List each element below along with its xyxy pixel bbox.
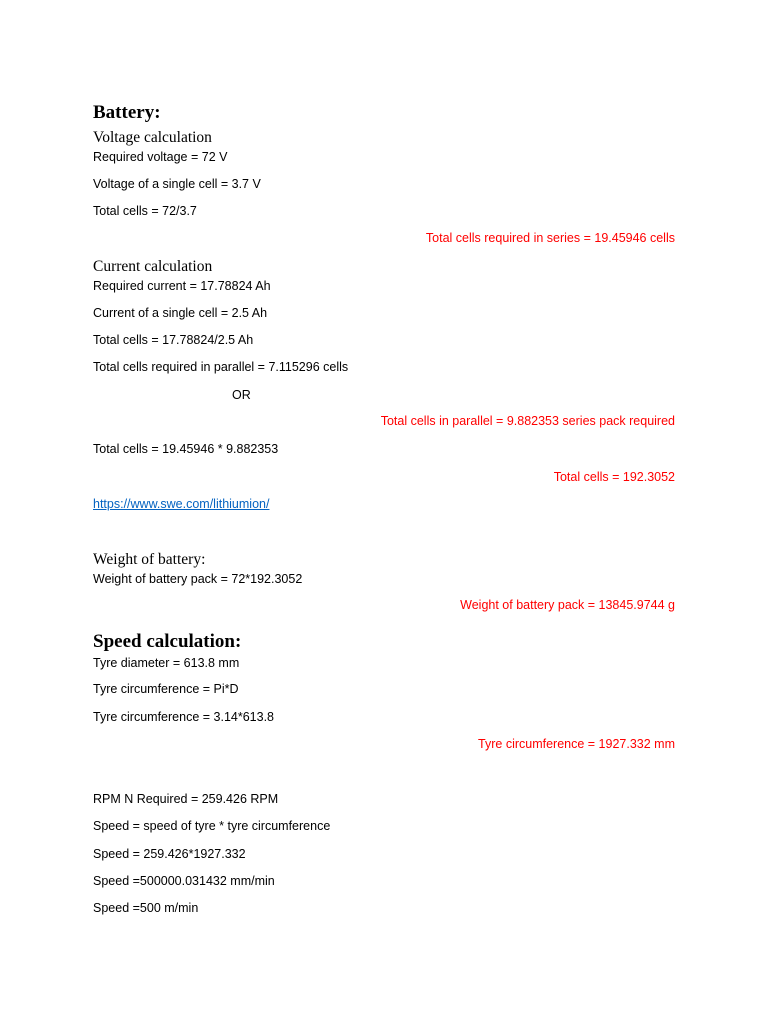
parallel-pack-result: Total cells in parallel = 9.882353 series pack required (380, 414, 675, 428)
single-cell-voltage-text: Voltage of a single cell = 3.7 V (93, 177, 261, 191)
speed-mm-text: Speed =500000.031432 mm/min (93, 874, 275, 888)
series-cells-result: Total cells required in series = 19.45946 cells (425, 231, 675, 245)
reference-link[interactable]: https://www.swe.com/lithiumion/ (93, 497, 270, 511)
weight-heading: Weight of battery: (93, 551, 206, 568)
weight-result: Weight of battery pack = 13845.9744 g (460, 598, 675, 612)
or-text: OR (232, 388, 251, 402)
weight-formula-text: Weight of battery pack = 72*192.3052 (93, 572, 303, 586)
speed-heading: Speed calculation: (93, 631, 242, 652)
total-cells-product-text: Total cells = 19.45946 * 9.882353 (93, 442, 279, 456)
total-cells-result: Total cells = 192.3052 (553, 470, 675, 484)
required-voltage-text: Required voltage = 72 V (93, 150, 228, 164)
tyre-diameter-text: Tyre diameter = 613.8 mm (93, 656, 240, 670)
rpm-text: RPM N Required = 259.426 RPM (93, 792, 279, 806)
voltage-heading: Voltage calculation (93, 129, 212, 146)
speed-calc-text: Speed = 259.426*1927.332 (93, 847, 246, 861)
required-current-text: Required current = 17.78824 Ah (93, 279, 271, 293)
speed-formula-text: Speed = speed of tyre * tyre circumference (93, 819, 331, 833)
circumference-formula-text: Tyre circumference = Pi*D (93, 682, 239, 696)
parallel-cells-text: Total cells required in parallel = 7.115296 cells (93, 360, 349, 374)
single-cell-current-text: Current of a single cell = 2.5 Ah (93, 306, 268, 320)
speed-m-text: Speed =500 m/min (93, 901, 199, 915)
circumference-result: Tyre circumference = 1927.332 mm (478, 737, 675, 751)
total-cells-current-text: Total cells = 17.78824/2.5 Ah (93, 333, 254, 347)
battery-heading: Battery: (93, 102, 161, 123)
circumference-calc-text: Tyre circumference = 3.14*613.8 (93, 710, 274, 724)
current-heading: Current calculation (93, 258, 213, 275)
total-cells-voltage-text: Total cells = 72/3.7 (93, 204, 197, 218)
